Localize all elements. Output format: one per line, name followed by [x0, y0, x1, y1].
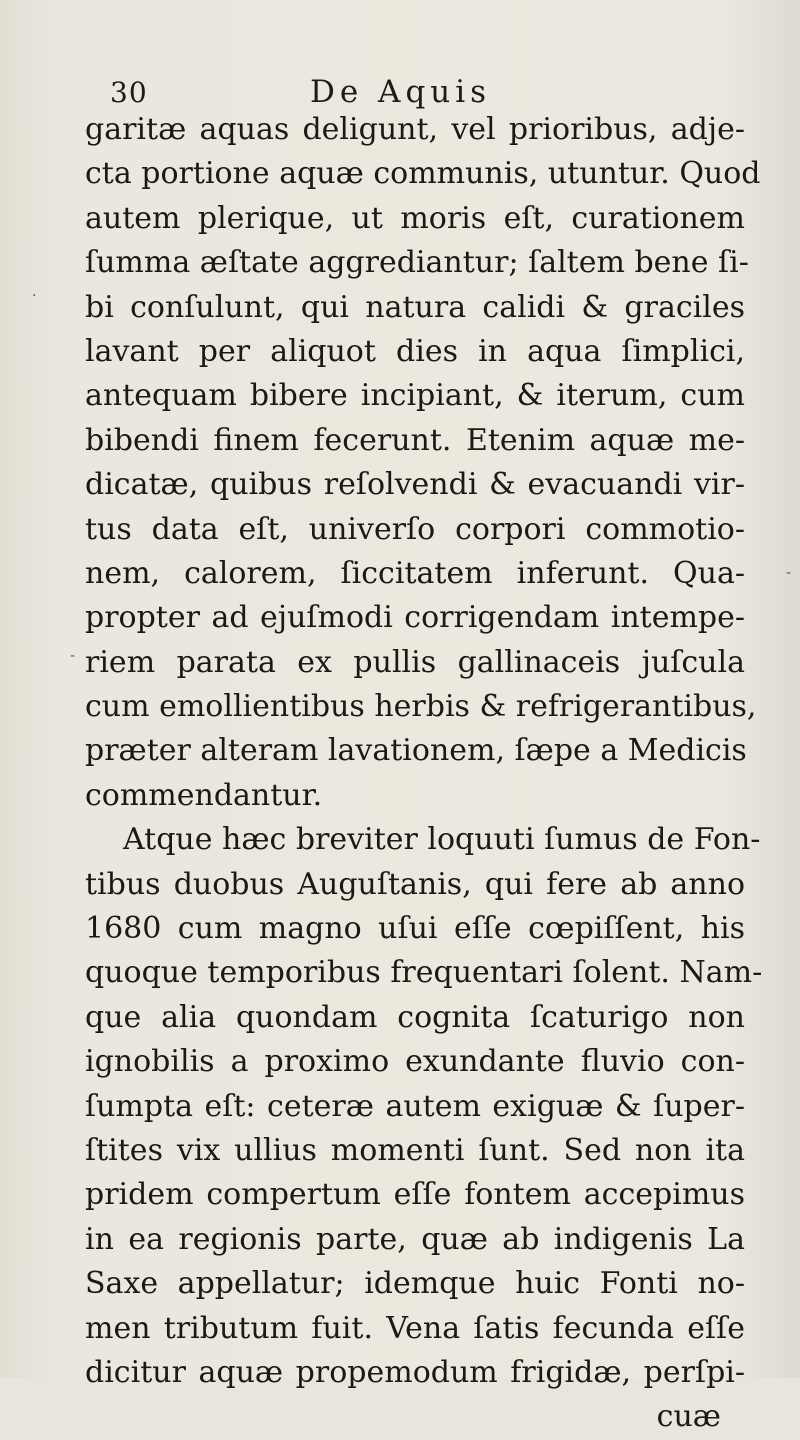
- text-line: autem plerique, ut moris eſt, curationem: [85, 200, 745, 236]
- text-line: men tributum fuit. Vena ſatis fecunda eſſe: [85, 1310, 745, 1346]
- text-line: ſumma æſtate aggrediantur; ſaltem bene ſi-: [85, 245, 749, 281]
- margin-dot: -: [70, 648, 76, 664]
- text-line: ſtites vix ullius momenti ſunt. Sed non ita: [85, 1132, 745, 1168]
- text-line: commendantur.: [85, 777, 323, 813]
- text-line: Atque hæc breviter loquuti ſumus de Fon-: [123, 822, 761, 858]
- text-line: que alia quondam cognita ſcaturigo non: [85, 999, 745, 1035]
- text-line: tibus duobus Auguſtanis, qui fere ab anno: [85, 866, 745, 902]
- text-line: lavant per aliquot dies in aqua ſimplici,: [85, 333, 745, 369]
- text-line: propter ad ejuſmodi corrigendam intempe-: [85, 600, 745, 636]
- text-line: garitæ aquas deligunt, vel prioribus, adje-: [85, 112, 745, 147]
- margin-dot: -: [786, 565, 792, 581]
- text-line: cta portione aquæ communis, utuntur. Quod: [85, 156, 761, 192]
- text-line: præter alteram lavationem, ſæpe a Medicis: [85, 733, 747, 769]
- text-line: antequam bibere incipiant, & iterum, cum: [85, 378, 745, 414]
- text-line: bi conſulunt, qui natura calidi & graciles: [85, 289, 745, 325]
- text-line: bibendi finem fecerunt. Etenim aquæ me-: [85, 422, 745, 458]
- text-line: dicitur aquæ propemodum frigidæ, perſpi-: [85, 1354, 745, 1390]
- text-line: cum emollientibus herbis & refrigerantibus,: [85, 689, 757, 725]
- text-line: riem parata ex pullis gallinaceis juſcula: [85, 644, 745, 680]
- body-text: [85, 108, 763, 1440]
- catchword: cuæ: [656, 1399, 721, 1435]
- text-line: in ea regionis parte, quæ ab indigenis La: [85, 1221, 745, 1257]
- text-line: dicatæ, quibus reſolvendi & evacuandi vir-: [85, 467, 745, 503]
- text-line: nem, calorem, ſiccitatem inferunt. Qua-: [85, 555, 745, 591]
- text-line: ignobilis a proximo exundante fluvio con-: [85, 1044, 745, 1080]
- running-head: De Aquis: [310, 74, 492, 110]
- text-line: ſumpta eſt: ceteræ autem exiguæ & ſuper-: [85, 1088, 745, 1124]
- margin-dot: ·: [32, 288, 37, 304]
- page-number: 30: [110, 76, 148, 109]
- text-line: tus data eſt, univerſo corpori commotio-: [85, 511, 745, 547]
- text-line: quoque temporibus frequentari ſolent. Nam-: [85, 955, 763, 991]
- text-line: pridem compertum eſſe fontem accepimus: [85, 1177, 745, 1213]
- text-line: 1680 cum magno uſui eſſe cœpiſſent, his: [85, 911, 745, 947]
- text-line: Saxe appellatur; idemque huic Fonti no-: [85, 1266, 745, 1302]
